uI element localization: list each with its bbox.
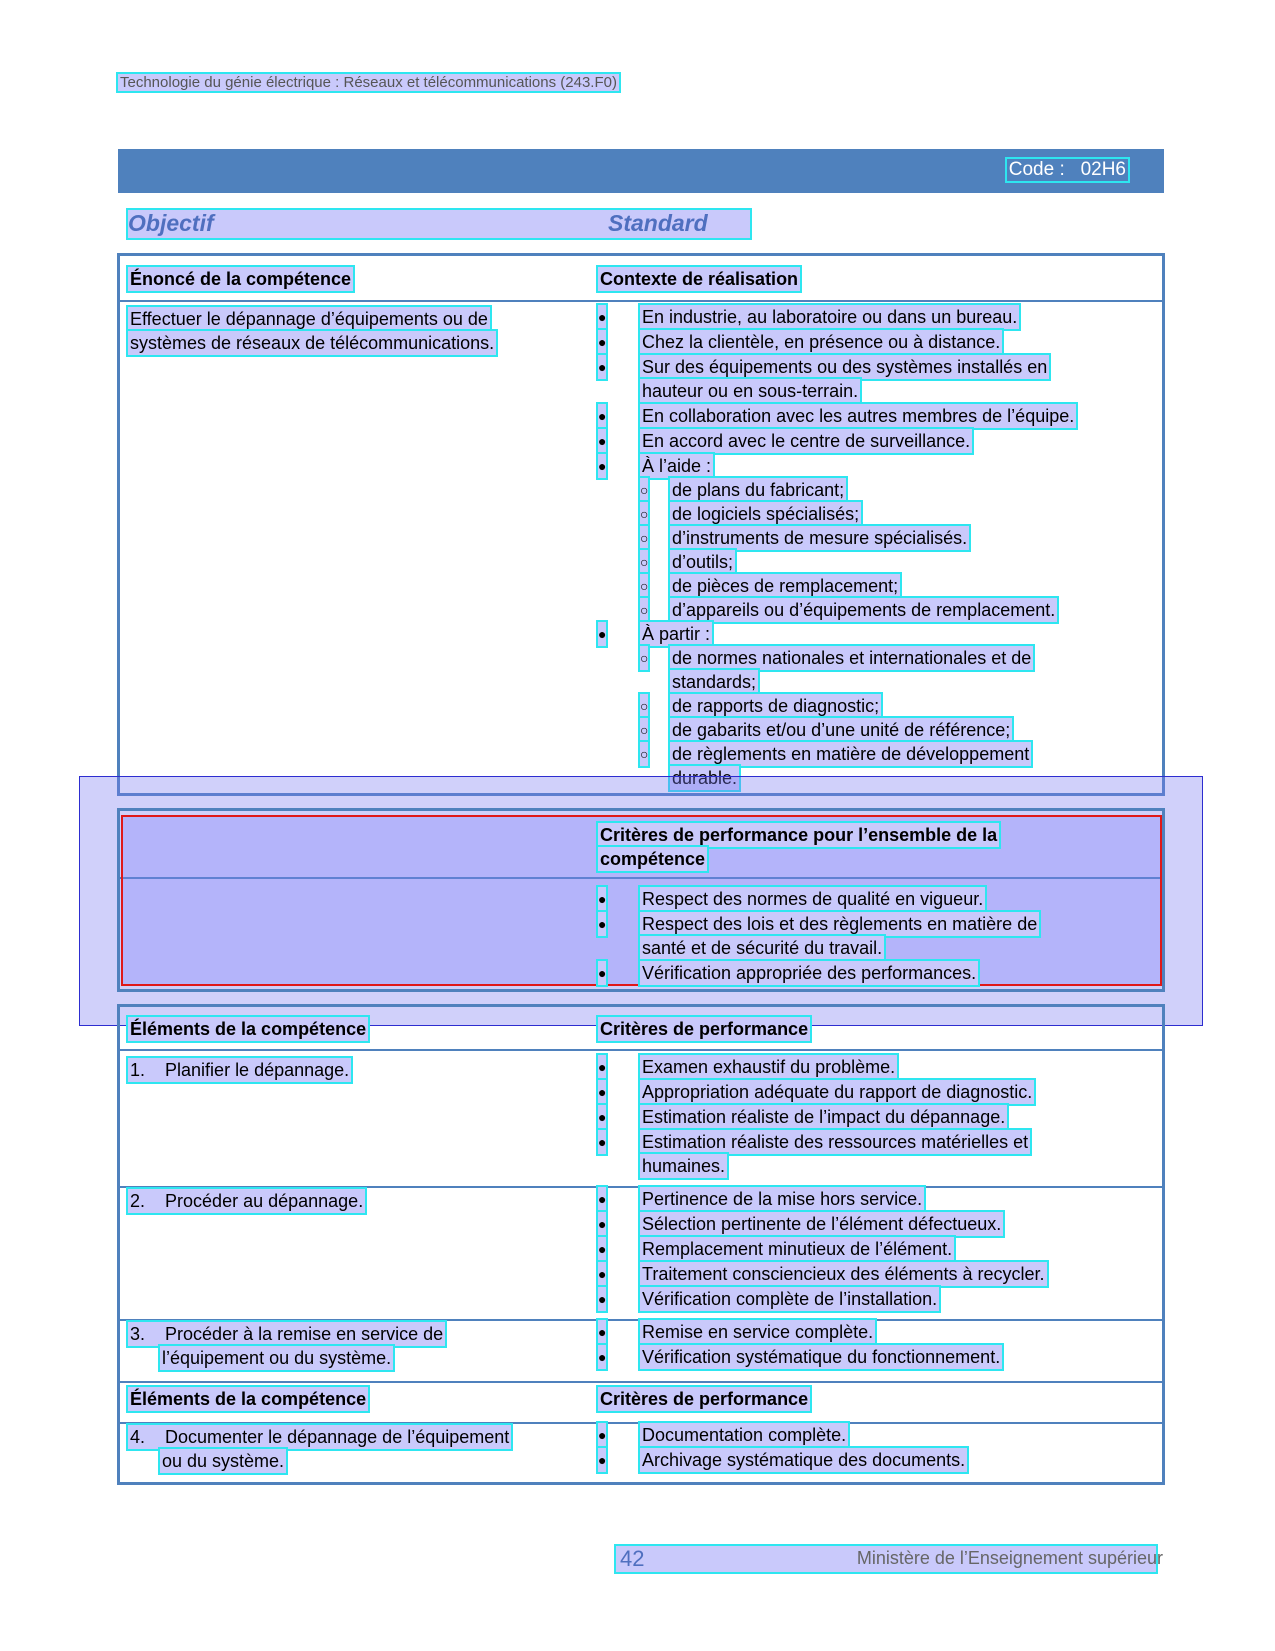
element-row bbox=[128, 1058, 351, 1082]
circle-icon: ○ bbox=[640, 502, 648, 526]
element-text-cont: ou du système. bbox=[162, 1451, 285, 1471]
bullet-icon: ● bbox=[598, 305, 606, 329]
contexte-subitem: de plans du fabricant; bbox=[672, 480, 845, 500]
contexte-subitem: d’appareils ou d’équipements de remplacement. bbox=[672, 600, 1056, 620]
bullet-icon: ● bbox=[598, 1423, 606, 1447]
element-text-cont: l’équipement ou du système. bbox=[162, 1348, 392, 1368]
element-text: Procéder à la remise en service de bbox=[165, 1324, 444, 1344]
code-label bbox=[1007, 159, 1128, 181]
bullet-icon: ● bbox=[598, 1320, 606, 1344]
bullet-icon: ● bbox=[598, 1262, 606, 1286]
contexte-item: En industrie, au laboratoire ou dans un bureau. bbox=[642, 307, 1018, 327]
bullet-icon: ● bbox=[598, 1130, 606, 1154]
contexte-item: En accord avec le centre de surveillance. bbox=[642, 431, 971, 451]
criteria-item: Remplacement minutieux de l’élément. bbox=[642, 1239, 953, 1259]
global-criteria-header-line1: Critères de performance pour l’ensemble de la bbox=[600, 825, 998, 845]
enonce-text-line1: Effectuer le dépannage d’équipements ou de bbox=[130, 309, 488, 329]
standard-title: Standard bbox=[608, 210, 708, 236]
elements-header: Éléments de la compétence bbox=[130, 1019, 367, 1039]
bullet-icon: ● bbox=[598, 1287, 606, 1311]
criteria-item: Estimation réaliste des ressources matérielles et bbox=[642, 1132, 1029, 1152]
code-label-text: Code : bbox=[1008, 159, 1065, 180]
criteria-item: Vérification systématique du fonctionnement. bbox=[642, 1347, 1001, 1367]
bullet-icon: ● bbox=[598, 1345, 606, 1369]
enonce-text-line2: systèmes de réseaux de télécommunications. bbox=[130, 333, 495, 353]
circle-icon: ○ bbox=[640, 574, 648, 598]
criteria-item: Sélection pertinente de l’élément défectueux. bbox=[642, 1214, 1002, 1234]
circle-icon: ○ bbox=[640, 526, 648, 550]
criteria-header-repeat: Critères de performance bbox=[600, 1389, 809, 1409]
element-row bbox=[128, 1189, 365, 1213]
contexte-subitem: de rapports de diagnostic; bbox=[672, 696, 880, 716]
contexte-subitem-cont: durable. bbox=[672, 768, 738, 788]
contexte-subitem: d’outils; bbox=[672, 552, 734, 572]
objectif-title: Objectif bbox=[128, 210, 214, 236]
bullet-icon: ● bbox=[598, 912, 606, 936]
ministry-name: Ministère de l’Enseignement supérieur bbox=[856, 1548, 1163, 1568]
row3-divider bbox=[120, 1381, 1162, 1383]
bullet-icon: ● bbox=[598, 404, 606, 428]
contexte-header: Contexte de réalisation bbox=[600, 269, 799, 289]
program-header: Technologie du génie électrique : Réseaux et télécommunications (243.F0) bbox=[120, 74, 617, 91]
contexte-item: À l’aide : bbox=[642, 456, 712, 476]
criteria-item: Archivage systématique des documents. bbox=[642, 1450, 966, 1470]
circle-icon: ○ bbox=[640, 718, 648, 742]
bullet-icon: ● bbox=[598, 1237, 606, 1261]
criteria-item: Vérification complète de l’installation. bbox=[642, 1289, 938, 1309]
contexte-item: En collaboration avec les autres membres de l’équipe. bbox=[642, 406, 1075, 426]
page-number: 42 bbox=[620, 1546, 645, 1571]
element-number: 1. bbox=[130, 1060, 146, 1080]
element-number: 4. bbox=[130, 1427, 146, 1447]
element-row bbox=[128, 1322, 445, 1346]
element-text: Documenter le dépannage de l’équipement bbox=[165, 1427, 510, 1447]
contexte-subitem: d’instruments de mesure spécialisés. bbox=[672, 528, 968, 548]
criteria-header: Critères de performance bbox=[600, 1019, 809, 1039]
global-criteria-header-line2: compétence bbox=[600, 849, 706, 869]
bullet-icon: ● bbox=[598, 1105, 606, 1129]
contexte-subitem: de normes nationales et internationales et de bbox=[672, 648, 1032, 668]
criteria-item: Appropriation adéquate du rapport de diagnostic. bbox=[642, 1082, 1033, 1102]
element-text: Planifier le dépannage. bbox=[165, 1060, 350, 1080]
global-criteria-item: Respect des lois et des règlements en matière de bbox=[642, 914, 1038, 934]
circle-icon: ○ bbox=[640, 478, 648, 502]
contexte-item: Sur des équipements ou des systèmes installés en bbox=[642, 357, 1048, 377]
bullet-icon: ● bbox=[598, 454, 606, 478]
circle-icon: ○ bbox=[640, 694, 648, 718]
criteria-item: Examen exhaustif du problème. bbox=[642, 1057, 896, 1077]
circle-icon: ○ bbox=[640, 598, 648, 622]
contexte-item: À partir : bbox=[642, 624, 711, 644]
bullet-icon: ● bbox=[598, 887, 606, 911]
bullet-icon: ● bbox=[598, 429, 606, 453]
contexte-subitem: de logiciels spécialisés; bbox=[672, 504, 860, 524]
contexte-subitem-cont: standards; bbox=[672, 672, 757, 692]
bullet-icon: ● bbox=[598, 1448, 606, 1472]
element-number: 2. bbox=[130, 1191, 146, 1211]
bullet-icon: ● bbox=[598, 1055, 606, 1079]
global-criteria-item: Vérification appropriée des performances. bbox=[642, 963, 977, 983]
bullet-icon: ● bbox=[598, 961, 606, 985]
bullet-icon: ● bbox=[598, 1212, 606, 1236]
element-row bbox=[128, 1425, 511, 1449]
global-criteria-item: Respect des normes de qualité en vigueur. bbox=[642, 889, 984, 909]
criteria-item: Estimation réaliste de l’impact du dépannage. bbox=[642, 1107, 1006, 1127]
element-number: 3. bbox=[130, 1324, 146, 1344]
circle-icon: ○ bbox=[640, 646, 648, 670]
criteria-item: Documentation complète. bbox=[642, 1425, 847, 1445]
code-value: 02H6 bbox=[1080, 159, 1126, 180]
circle-icon: ○ bbox=[640, 550, 648, 574]
circle-icon: ○ bbox=[640, 742, 648, 766]
bullet-icon: ● bbox=[598, 622, 606, 646]
bullet-icon: ● bbox=[598, 1187, 606, 1211]
bullet-icon: ● bbox=[598, 330, 606, 354]
bullet-icon: ● bbox=[598, 355, 606, 379]
bullet-icon: ● bbox=[598, 1080, 606, 1104]
table1-header-divider bbox=[120, 300, 1162, 302]
contexte-subitem: de gabarits et/ou d’une unité de référence; bbox=[672, 720, 1011, 740]
criteria-item-cont: humaines. bbox=[642, 1156, 726, 1176]
contexte-item: Chez la clientèle, en présence ou à distance. bbox=[642, 332, 1001, 352]
code-bar bbox=[118, 149, 1164, 193]
criteria-item: Traitement consciencieux des éléments à recycler. bbox=[642, 1264, 1045, 1284]
contexte-item-cont: hauteur ou en sous-terrain. bbox=[642, 381, 859, 401]
section-titles bbox=[128, 210, 750, 238]
contexte-subitem: de règlements en matière de développement bbox=[672, 744, 1030, 764]
contexte-subitem: de pièces de remplacement; bbox=[672, 576, 899, 596]
criteria-item: Remise en service complète. bbox=[642, 1322, 874, 1342]
criteria-item: Pertinence de la mise hors service. bbox=[642, 1189, 923, 1209]
elements-header-repeat: Éléments de la compétence bbox=[130, 1389, 367, 1409]
global-criteria-item-cont: santé et de sécurité du travail. bbox=[642, 938, 883, 958]
enonce-header: Énoncé de la compétence bbox=[130, 269, 352, 289]
table3-header-divider bbox=[120, 1049, 1162, 1051]
element-text: Procéder au dépannage. bbox=[165, 1191, 364, 1211]
